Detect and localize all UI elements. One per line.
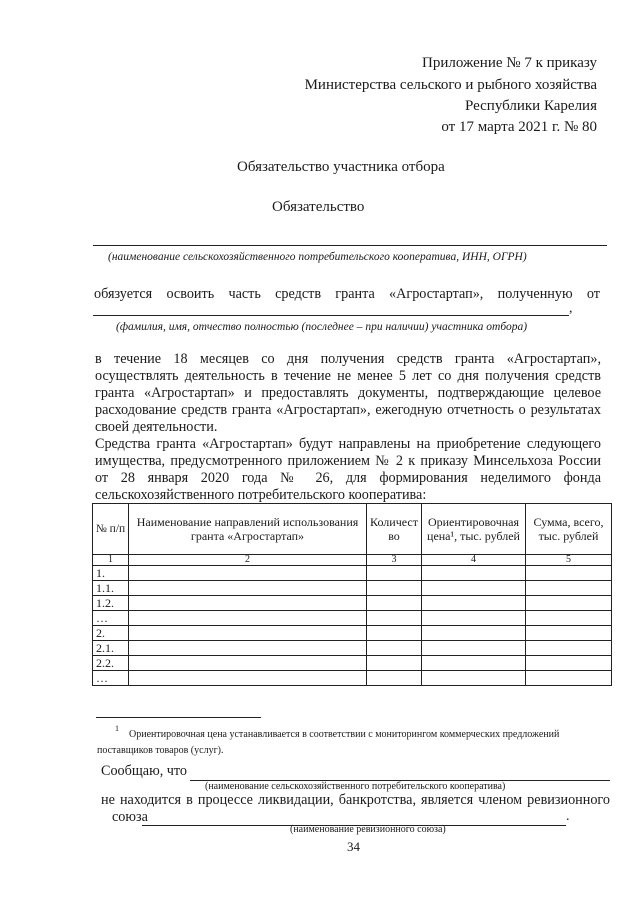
index-cell: 3 [367,555,422,566]
row-number: 2.1. [93,641,129,656]
index-cell: 2 [129,555,367,566]
table-row [93,581,612,596]
page-title: Обязательство участника отбора [237,159,445,175]
col-header-price: Ориентировочная цена¹, тыс. рублей [422,504,526,555]
cell-direction [129,671,367,686]
cell-quantity [367,671,422,686]
cell-price [422,641,526,656]
cell-quantity [367,611,422,626]
page-number: 34 [347,839,360,854]
cell-direction [129,641,367,656]
cell-direction [129,596,367,611]
table-row [93,641,612,656]
participant-name-caption: (фамилия, имя, отчество полностью (последнее – при наличии) участника отбора) [116,321,528,333]
index-cell: 4 [422,555,526,566]
cell-quantity [367,641,422,656]
comma-mark: , [569,301,573,316]
paragraph-property: Средства гранта «Агростартап» будут направлены на приобретение следующего имущества, предусмотренного приложением № 2 к приказу Минсельхоза России от 28 января 2020 года № 26, для формирования неделимого фонда сельскохозяйственного потребительского кооператива: [95,436,601,503]
obliges-word: освоить [166,286,215,302]
cell-sum [526,626,612,641]
appendix-line-4: от 17 марта 2021 г. № 80 [441,119,597,135]
col-header-quantity: Количество [367,504,422,555]
obliges-word: обязуется [94,286,153,302]
table-row [93,596,612,611]
table-row [93,611,612,626]
cell-direction [129,566,367,581]
appendix-line-3: Республики Карелия [464,98,597,114]
obliges-word: от [586,286,600,302]
cell-quantity [367,581,422,596]
obligation-paragraph [95,351,601,504]
cell-sum [526,566,612,581]
obliges-word: средств [275,286,322,302]
col-header-sum: Сумма, всего, тыс. рублей [526,504,612,555]
footnote-separator [96,717,261,718]
cell-sum [526,671,612,686]
table-row [93,656,612,671]
cell-price [422,671,526,686]
cell-sum [526,596,612,611]
cell-price [422,581,526,596]
obliges-word: гранта [335,286,375,302]
cell-quantity [367,596,422,611]
row-number: 1. [93,566,129,581]
table-row [93,566,612,581]
footnote-mark: 1 [115,724,119,733]
report-coop-caption: (наименование сельскохозяйственного потребительского кооператива) [205,781,506,792]
cell-direction [129,611,367,626]
cell-sum [526,656,612,671]
table-row [93,626,612,641]
cell-quantity [367,626,422,641]
index-cell: 5 [526,555,612,566]
obliges-word: «Агростартап», [389,286,484,302]
coop-name-line [93,245,607,246]
col-header-number: № п/п [93,504,129,555]
row-number: 2.2. [93,656,129,671]
appendix-line-2: Министерства сельского и рыбного хозяйства [304,77,597,93]
cell-price [422,656,526,671]
cell-sum [526,581,612,596]
cell-direction [129,656,367,671]
period-mark: . [566,809,570,824]
report-union-word: союза [112,809,148,825]
cell-quantity [367,656,422,671]
index-cell: 1 [93,555,129,566]
col-header-direction: Наименование направлений использования гранта «Агростартап» [129,504,367,555]
participant-name-line [93,315,569,316]
cell-quantity [367,566,422,581]
report-status-line: не находится в процессе ликвидации, банкротства, является членом ревизионного [101,792,610,808]
cell-price [422,566,526,581]
footnote [97,722,609,758]
cell-direction [129,626,367,641]
cell-price [422,596,526,611]
row-number: 1.2. [93,596,129,611]
cell-price [422,626,526,641]
page-subtitle: Обязательство [272,199,365,215]
obliges-line [94,286,600,303]
row-number: 1.1. [93,581,129,596]
obliges-word: часть [228,286,261,302]
grant-usage-table [92,503,612,686]
footnote-text: Ориентировочная цена устанавливается в соответствии с мониторингом коммерческих предложений поставщиков товаров (услуг). [97,729,560,757]
coop-name-caption: (наименование сельскохозяйственного потребительского кооператива, ИНН, ОГРН) [108,251,527,263]
cell-sum [526,641,612,656]
table-header-row [93,504,612,555]
cell-price [422,611,526,626]
table-row [93,671,612,686]
row-number: … [93,671,129,686]
obliges-word: полученную [497,286,573,302]
table-index-row [93,555,612,566]
report-lead: Сообщаю, что [101,763,188,779]
cell-direction [129,581,367,596]
row-number: … [93,611,129,626]
paragraph-term: в течение 18 месяцев со дня получения средств гранта «Агростартап», осуществлять деятельность в течение не менее 5 лет со дня получения средств гранта «Агростартап» и предоставлять документы, подтверждающие целевое расходование средств гранта «Агростартап», ежегодную отчетность о результатах своей деятельности. [95,351,601,435]
appendix-line-1: Приложение № 7 к приказу [422,55,597,71]
row-number: 2. [93,626,129,641]
report-union-caption: (наименование ревизионного союза) [290,824,446,835]
cell-sum [526,611,612,626]
